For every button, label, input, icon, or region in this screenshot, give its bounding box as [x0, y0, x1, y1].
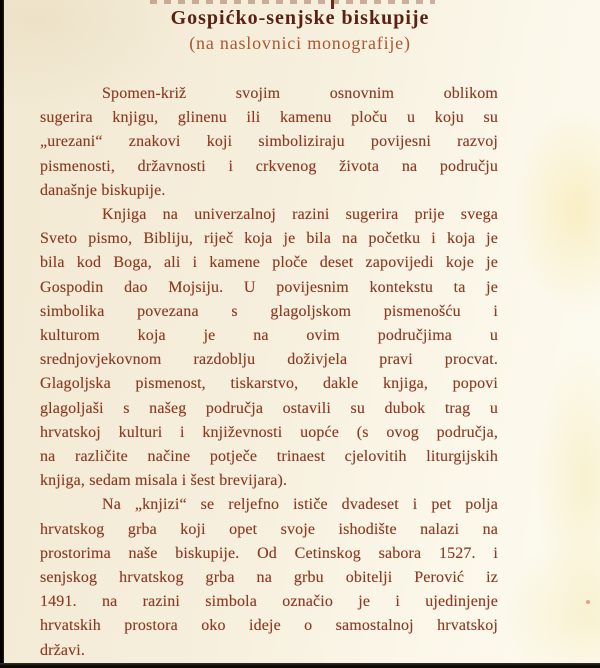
scan-edge-bottom [0, 663, 600, 668]
text-line: simbolika povezana s glagoljskom pismenošću i [40, 302, 498, 320]
text-line: na različite načine potječe trinaest cjelovitih liturgijskih [40, 448, 498, 466]
cropped-text-fragment [150, 0, 435, 4]
paper-stain-speck [586, 600, 590, 604]
text-line: državi. [40, 641, 86, 659]
scan-edge-left [0, 0, 4, 668]
text-line: hrvatskih prostora oko ideje o samostalnoj hrvatskoj [40, 617, 498, 635]
text-line: srednjovjekovnom razdoblju doživjela pravi procvat. [40, 351, 498, 369]
text-line: današnje biskupije. [40, 181, 166, 199]
body-text [40, 82, 498, 663]
text-line: glagoljaši s našeg područja ostavili su dubok trag u [40, 399, 498, 417]
text-line: kulturom koja je na ovim područjima u [40, 327, 498, 345]
text-line: sugerira knjigu, glinenu ili kamenu ploču u koju su [40, 109, 498, 127]
text-line: hrvatskog grba koji opet svoje ishodište nalazi na [40, 520, 498, 538]
text-line: Gospodin dao Mojsiju. U povijesnim kontekstu ta je [40, 278, 498, 296]
text-line: Glagoljska pismenost, tiskarstvo, dakle knjiga, popovi [40, 375, 498, 393]
text-line: knjiga, sedam misala i šest brevijara). [40, 472, 288, 490]
text-line: „urezani“ znakovi koji simboliziraju povijesni razvoj [40, 133, 498, 151]
text-line: pismenosti, državnosti i crkvenog života na području [40, 157, 498, 175]
page-title: Gospićko-senjske biskupije [170, 7, 430, 29]
page-subtitle: (na naslovnici monografije) [189, 33, 411, 53]
text-line: Spomen-križ svojim osnovnim oblikom [102, 85, 498, 102]
text-line: 1491. na razini simbola označio je i ujedinjenje [40, 593, 498, 611]
text-line: prostorima naše biskupije. Od Cetinskog sabora 1527. i [40, 544, 498, 562]
text-line: Na „knjizi“ se reljefno ističe dvadeset i pet polja [102, 496, 498, 514]
text-line: Sveto pismo, Bibliju, riječ koja je bila na početku i koja je [40, 230, 498, 248]
text-line: senjskog hrvatskog grba na grbu obitelji Perović iz [40, 569, 498, 587]
text-line: hrvatskoj kulturi i književnosti uopće (s ovog područja, [40, 423, 498, 441]
text-line: Knjiga na univerzalnoj razini sugerira prije svega [102, 206, 498, 224]
text-line: bila kod Boga, ali i kamene ploče deset zapovijedi koje je [40, 254, 498, 272]
